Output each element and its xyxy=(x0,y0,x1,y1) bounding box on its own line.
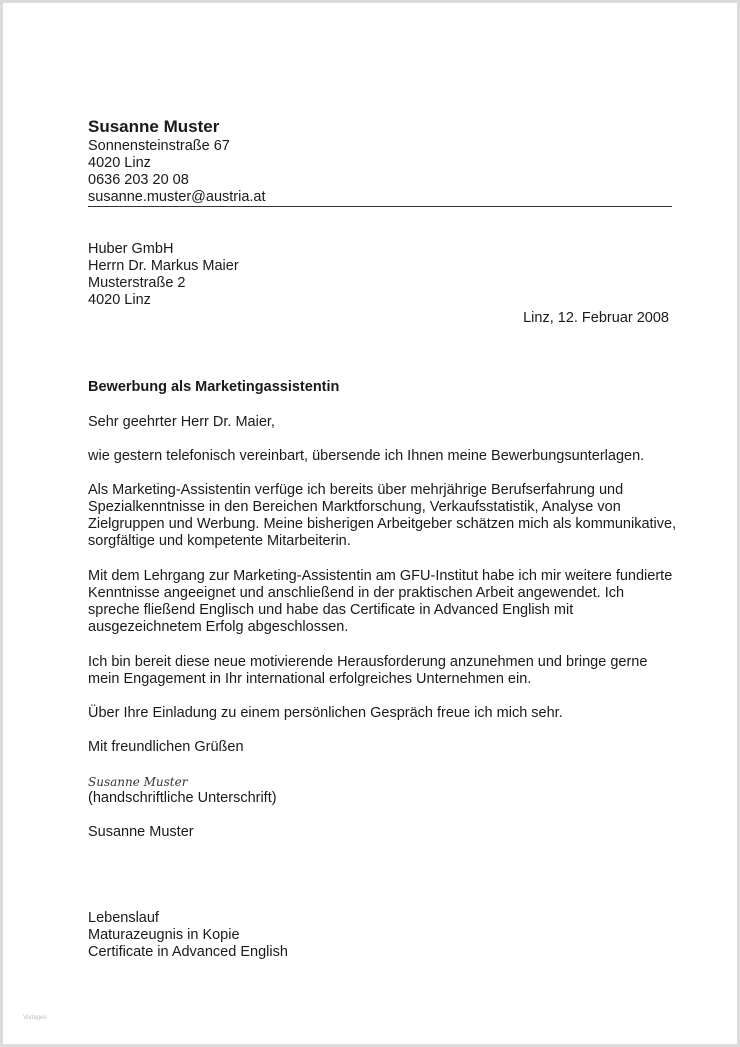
attachment-item: Certificate in Advanced English xyxy=(88,944,288,960)
signature-name: Susanne Muster xyxy=(88,824,194,840)
body-paragraph: Als Marketing-Assistentin verfüge ich bereits über mehrjährige Berufserfahrung und Spezialkenntnisse in den Bereichen Marktforschung, Verkaufsstatistik, Analyse von Zielgruppen und Werbung. Meine bisherigen Arbeitgeber schätzen mich als kommunikative, sorgfältige und kompetente Mitarbeiterin. xyxy=(88,482,677,549)
body-paragraph: Über Ihre Einladung zu einem persönlichen Gespräch freue ich mich sehr. xyxy=(88,705,563,721)
sender-email: susanne.muster@austria.at xyxy=(88,189,266,205)
attachment-item: Maturazeugnis in Kopie xyxy=(88,927,240,943)
recipient-city: 4020 Linz xyxy=(88,292,151,308)
salutation: Sehr geehrter Herr Dr. Maier, xyxy=(88,414,275,430)
recipient-person: Herrn Dr. Markus Maier xyxy=(88,258,239,274)
closing: Mit freundlichen Grüßen xyxy=(88,739,244,755)
sender-name: Susanne Muster xyxy=(88,117,220,136)
body-paragraph: Ich bin bereit diese neue motivierende Herausforderung anzunehmen und bringe gerne mein Engagement in Ihr international erfolgreiches Unternehmen ein. xyxy=(88,654,648,687)
handwritten-signature: Susanne Muster xyxy=(88,775,188,789)
body-paragraph: Mit dem Lehrgang zur Marketing-Assistentin am GFU-Institut habe ich mir weitere fundierte Kenntnisse angeeignet und anschließend in der praktischen Arbeit angewendet. Ich spreche fließend Englisch und habe das Certificate in Advanced English mit ausgezeichnetem Erfolg abgeschlossen. xyxy=(88,568,673,635)
recipient-company: Huber GmbH xyxy=(88,241,174,257)
letter-page xyxy=(3,3,737,1044)
sender-street: Sonnensteinstraße 67 xyxy=(88,138,230,154)
attachment-item: Lebenslauf xyxy=(88,910,159,926)
sender-city: 4020 Linz xyxy=(88,155,151,171)
letter-date: Linz, 12. Februar 2008 xyxy=(523,310,669,326)
letter-subject: Bewerbung als Marketingassistentin xyxy=(88,379,340,395)
header-divider xyxy=(88,206,672,207)
body-paragraph: wie gestern telefonisch vereinbart, übersende ich Ihnen meine Bewerbungsunterlagen. xyxy=(88,448,645,464)
recipient-street: Musterstraße 2 xyxy=(88,275,186,291)
sender-phone: 0636 203 20 08 xyxy=(88,172,189,188)
watermark: Vorlagen xyxy=(23,1015,47,1021)
signature-note: (handschriftliche Unterschrift) xyxy=(88,790,277,806)
